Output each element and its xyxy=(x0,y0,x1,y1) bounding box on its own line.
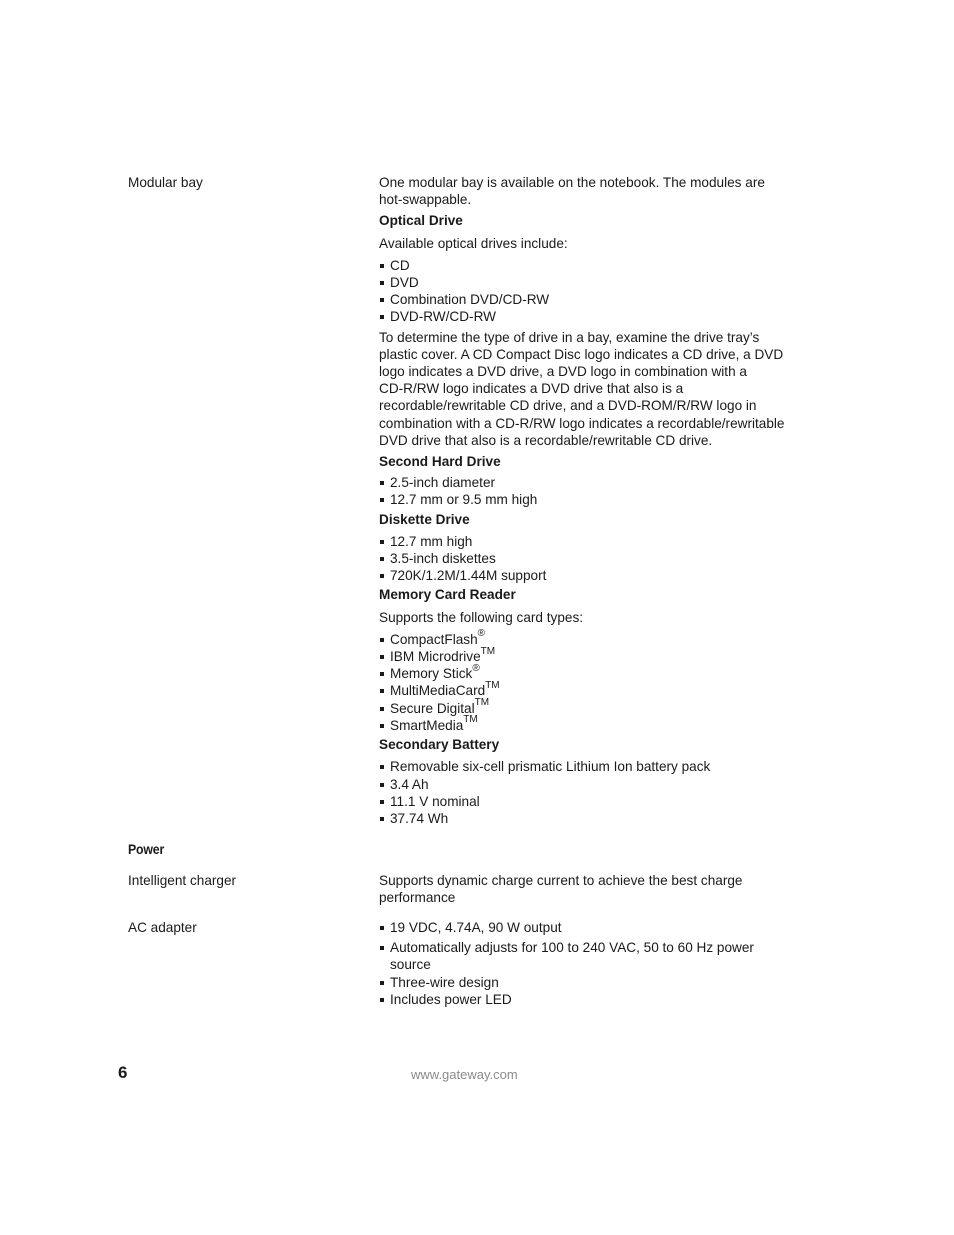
optical-drive-heading: Optical Drive xyxy=(379,213,463,229)
list-item-line: source xyxy=(390,957,431,973)
trademark: TM xyxy=(463,714,478,726)
card-type: Memory Stick xyxy=(390,666,473,682)
description-line: performance xyxy=(379,890,456,906)
list-item: 3.4 Ah xyxy=(379,776,799,793)
optical-drive-intro: Available optical drives include: xyxy=(379,235,568,251)
optical-drive-paragraph xyxy=(379,329,799,449)
intelligent-charger-description xyxy=(379,872,799,906)
secondary-battery-list xyxy=(379,758,799,827)
second-hard-drive-heading: Second Hard Drive xyxy=(379,454,501,470)
list-item xyxy=(379,697,799,717)
paragraph-line: plastic cover. A CD Compact Disc logo indicates a CD drive, a DVD xyxy=(379,346,784,362)
list-item: DVD xyxy=(379,274,799,291)
list-item xyxy=(379,645,799,665)
list-item xyxy=(379,714,799,734)
trademark: TM xyxy=(480,645,496,657)
intro-line: hot-swappable. xyxy=(379,192,472,208)
memory-card-reader-heading: Memory Card Reader xyxy=(379,587,516,603)
list-item: DVD-RW/CD-RW xyxy=(379,308,799,325)
list-item: 2.5-inch diameter xyxy=(379,474,799,491)
list-item: Removable six-cell prismatic Lithium Ion battery pack xyxy=(379,758,799,775)
card-type: Secure Digital xyxy=(390,700,475,716)
paragraph-line: combination with a CD-R/RW logo indicates a recordable/rewritable xyxy=(379,415,785,431)
ac-adapter-description xyxy=(379,919,799,1008)
list-item: CD xyxy=(379,257,799,274)
list-item xyxy=(379,628,799,648)
secondary-battery-heading: Secondary Battery xyxy=(379,737,500,753)
list-item xyxy=(379,662,799,682)
card-type: CompactFlash xyxy=(390,631,478,647)
list-item-line: Automatically adjusts for 100 to 240 VAC, 50 to 60 Hz power xyxy=(390,940,754,956)
paragraph-line: logo indicates a DVD drive, a DVD logo in combination with a xyxy=(379,364,747,380)
list-item: 37.74 Wh xyxy=(379,810,799,827)
trademark: TM xyxy=(485,679,500,691)
list-item xyxy=(379,939,799,973)
card-type: IBM Microdrive xyxy=(390,649,481,665)
second-hard-drive-list xyxy=(379,474,799,508)
card-type: MultiMediaCard xyxy=(390,683,486,699)
list-item: 11.1 V nominal xyxy=(379,793,799,810)
registered-mark: ® xyxy=(472,662,480,674)
memory-card-list xyxy=(379,628,799,734)
paragraph-line: To determine the type of drive in a bay, examine the drive tray’s xyxy=(379,329,760,345)
list-item xyxy=(379,679,799,699)
list-item: Combination DVD/CD-RW xyxy=(379,291,799,308)
modular-bay-label: Modular bay xyxy=(128,175,203,190)
optical-drive-list xyxy=(379,257,799,326)
list-item: 19 VDC, 4.74A, 90 W output xyxy=(379,919,799,936)
modular-bay-description xyxy=(379,174,799,827)
intro-line: One modular bay is available on the notebook. The modules are xyxy=(379,175,765,190)
paragraph-line: recordable/rewritable CD drive, and a DVD-ROM/R/RW logo in xyxy=(379,398,757,414)
list-item: 12.7 mm or 9.5 mm high xyxy=(379,491,799,508)
list-item: 3.5-inch diskettes xyxy=(379,550,799,567)
memory-card-reader-intro: Supports the following card types: xyxy=(379,609,584,625)
list-item: Three-wire design xyxy=(379,974,799,991)
card-type: SmartMedia xyxy=(390,717,464,733)
trademark: TM xyxy=(474,697,490,709)
ac-adapter-list xyxy=(379,919,799,1008)
paragraph-line: CD-R/RW logo indicates a DVD drive that also is a xyxy=(379,381,684,397)
registered-mark: ® xyxy=(477,628,486,640)
list-item: 720K/1.2M/1.44M support xyxy=(379,567,799,584)
page-number: 6 xyxy=(118,1063,128,1082)
ac-adapter-label: AC adapter xyxy=(128,920,197,935)
footer-url[interactable]: www.gateway.com xyxy=(411,1067,518,1082)
intelligent-charger-label: Intelligent charger xyxy=(128,873,237,888)
diskette-drive-list xyxy=(379,533,799,585)
list-item: 12.7 mm high xyxy=(379,533,799,550)
description-line: Supports dynamic charge current to achieve the best charge xyxy=(379,873,743,888)
diskette-drive-heading: Diskette Drive xyxy=(379,511,470,527)
list-item: Includes power LED xyxy=(379,991,799,1008)
power-section-heading: Power xyxy=(128,841,165,857)
paragraph-line: DVD drive that also is a recordable/rewritable CD drive. xyxy=(379,432,713,448)
